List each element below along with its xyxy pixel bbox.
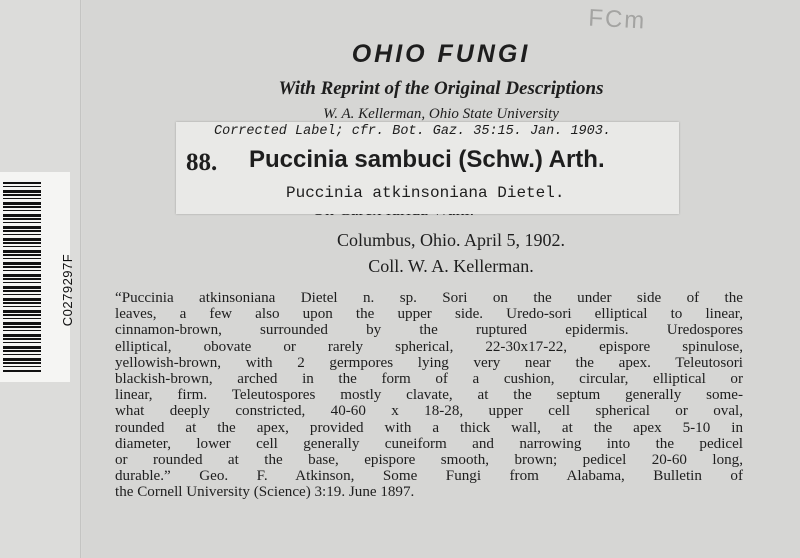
description-line: the Cornell University (Science) 3:19. June 1897. [115,484,415,501]
barcode [3,182,41,372]
description-line: or rounded at the base, epispore smooth, brown; pedicel 20-60 long, [115,452,743,469]
barcode-number: C0279297F [60,253,75,327]
label-institution: W. A. Kellerman, Ohio State University [323,106,559,122]
description-line: rounded at the apex, provided with a thick wall, at the apex 5-10 in [115,419,743,436]
correction-slip [176,122,679,214]
description-line: cinnamon-brown, surrounded by the ruptured epidermis. Uredospores [115,322,743,339]
specimen-number: 88. [186,149,218,176]
species-synonym: Puccinia atkinsoniana Dietel. [286,184,565,202]
label-subtitle: With Reprint of the Original Descriptions [278,78,604,99]
description-line: “Puccinia atkinsoniana Dietel n. sp. Sori on the under side of the [115,290,743,306]
description-line: durable.” Geo. F. Atkinson, Some Fungi from Alabama, Bulletin of [115,468,743,485]
label-title: OHIO FUNGI [351,40,531,68]
description-line: leaves, a few also upon the upper side. Uredo-sori elliptical to linear, [115,306,743,323]
correction-note: Corrected Label; cfr. Bot. Gaz. 35:15. Jan. 1903. [214,124,611,139]
faded-stamp: FCm [587,4,647,35]
description-line: yellowish-brown, with 2 germpores lying very near the apex. Teleutosori [115,354,743,371]
collection-locality: Columbus, Ohio. April 5, 1902. [336,230,565,250]
description-line: elliptical, obovate or rarely spherical, 22-30x17-22, epispore spinulose, [115,338,743,355]
description-line: linear, firm. Teleutospores mostly clavate, at the septum generally some- [115,387,743,404]
description-line: blackish-brown, arched in the form of a cushion, circular, elliptical or [115,371,743,388]
species-name: Puccinia sambuci (Schw.) Arth. [249,146,605,173]
original-description [115,290,743,501]
description-line: diameter, lower cell generally cuneiform and narrowing into the pedicel [115,435,743,452]
description-line: what deeply constricted, 40-60 x 18-28, upper cell spherical or oval, [115,403,743,420]
collector: Coll. W. A. Kellerman. [368,256,534,276]
